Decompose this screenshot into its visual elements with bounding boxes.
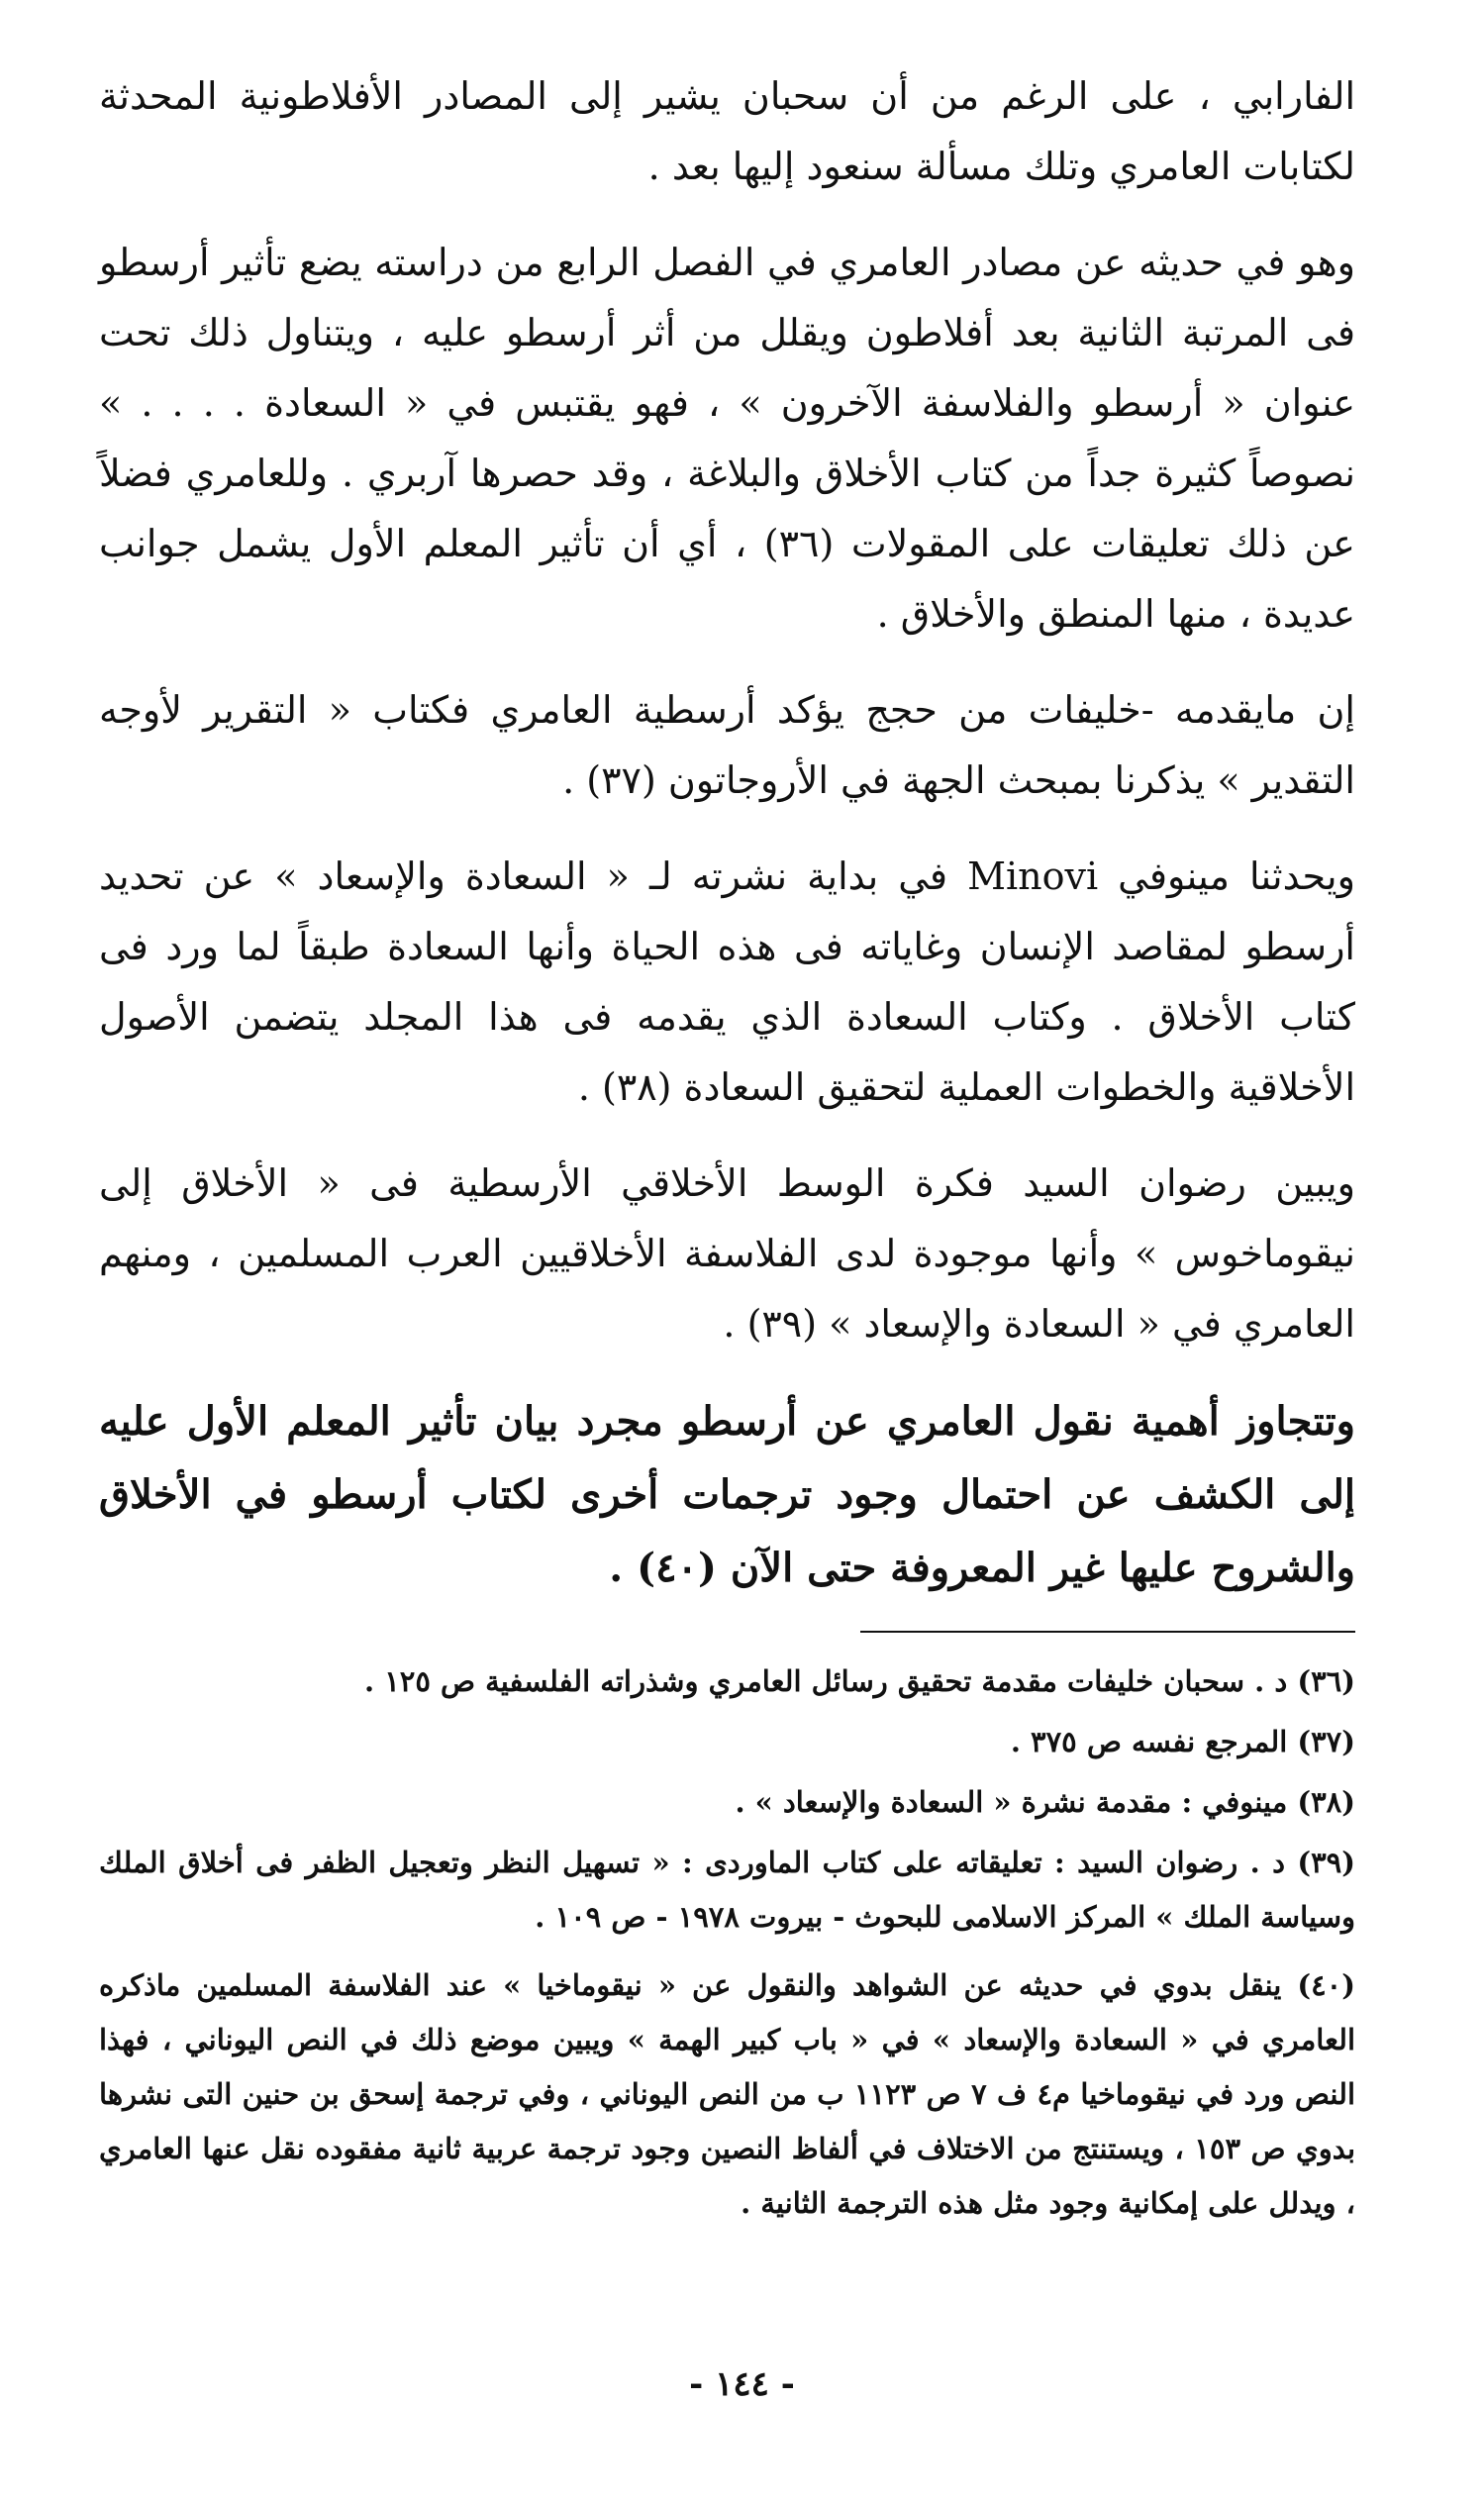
footnote-40: (٤٠) ينقل بدوي في حديثه عن الشواهد والنقول عن « نيقوماخيا » عند الفلاسفة المسلمين ماذكره العامري في « السعادة والإسعاد » في « باب كبير الهمة » ويبين موضع ذلك في النص اليوناني ، فهذا النص ورد في نيقوماخيا م٤ ف ٧ ص ١١٢٣ ب من النص اليوناني ، وفي ترجمة إسحق بن حنين التى نشرها بدوي ص ١٥٣ ، ويستنتج من الاختلاف في ألفاظ النصين وجود ترجمة عربية ثانية مفقوده نقل عنها العامري ، ويدلل على إمكانية وجود مثل هذه الترجمة الثانية . <box>99 1968 1356 2220</box>
page-number: - ١٤٤ - <box>689 2364 795 2404</box>
body-paragraph: ويبين رضوان السيد فكرة الوسط الأخلاقي الأرسطية فى « الأخلاق إلى نيقوماخوس » وأنها موجودة لدى الفلاسفة الأخلاقيين العرب المسلمين ، ومنهم العامري في « السعادة والإسعاد » (٣٩) . <box>99 1161 1355 1346</box>
body-paragraph: ويحدثنا مينوفي Minovi في بداية نشرته لـ « السعادة والإسعاد » عن تحديد أرسطو لمقاصد الإنسان وغاياته فى هذه الحياة وأنها السعادة طبقاً لما ورد فى كتاب الأخلاق . وكتاب السعادة الذي يقدمه فى هذا المجلد يتضمن الأصول الأخلاقية والخطوات العملية لتحقيق السعادة (٣٨) . <box>99 854 1355 1109</box>
body-paragraph: وهو في حديثه عن مصادر العامري في الفصل الرابع من دراسته يضع تأثير أرسطو فى المرتبة الثانية بعد أفلاطون ويقلل من أثر أرسطو عليه ، ويتناول ذلك تحت عنوان « أرسطو والفلاسفة الآخرون » ، فهو يقتبس في « السعادة . . . . » نصوصاً كثيرة جداً من كتاب الأخلاق والبلاغة ، وقد حصرها آربري . وللعامري فضلاً عن ذلك تعليقات على المقولات (٣٦) ، أي أن تأثير المعلم الأول يشمل جوانب عديدة ، منها المنطق والأخلاق . <box>99 241 1355 636</box>
footnote-37: (٣٧) المرجع نفسه ص ٣٧٥ . <box>1010 1725 1355 1758</box>
body-paragraph: الفارابي ، على الرغم من أن سحبان يشير إلى المصادر الأفلاطونية المحدثة لكتابات العامري وتلك مسألة سنعود إليها بعد . <box>99 74 1355 188</box>
footnote-39: (٣٩) د . رضوان السيد : تعليقاته على كتاب الماوردى : « تسهيل النظر وتعجيل الظفر فى أخلاق الملك وسياسة الملك » المركز الاسلامى للبحوث - بيروت ١٩٧٨ - ص ١٠٩ . <box>99 1846 1355 1934</box>
footnote-separator <box>860 1631 1355 1633</box>
footnote-36: (٣٦) د . سحبان خليفات مقدمة تحقيق رسائل العامري وشذراته الفلسفية ص ١٢٥ . <box>363 1664 1355 1698</box>
footnote-38: (٣٨) مينوفي : مقدمة نشرة « السعادة والإسعاد » . <box>735 1785 1355 1819</box>
body-paragraph-emphasis: وتتجاوز أهمية نقول العامري عن أرسطو مجرد بيان تأثير المعلم الأول عليه إلى الكشف عن احتمال وجود ترجمات أخرى لكتاب أرسطو في الأخلاق والشروح عليها غير المعروفة حتى الآن (٤٠) . <box>99 1398 1355 1591</box>
body-paragraph: إن مايقدمه -خليفات من حجج يؤكد أرسطية العامري فكتاب « التقرير لأوجه التقدير » يذكرنا بمبحث الجهة في الأروجاتون (٣٧) . <box>99 688 1355 802</box>
